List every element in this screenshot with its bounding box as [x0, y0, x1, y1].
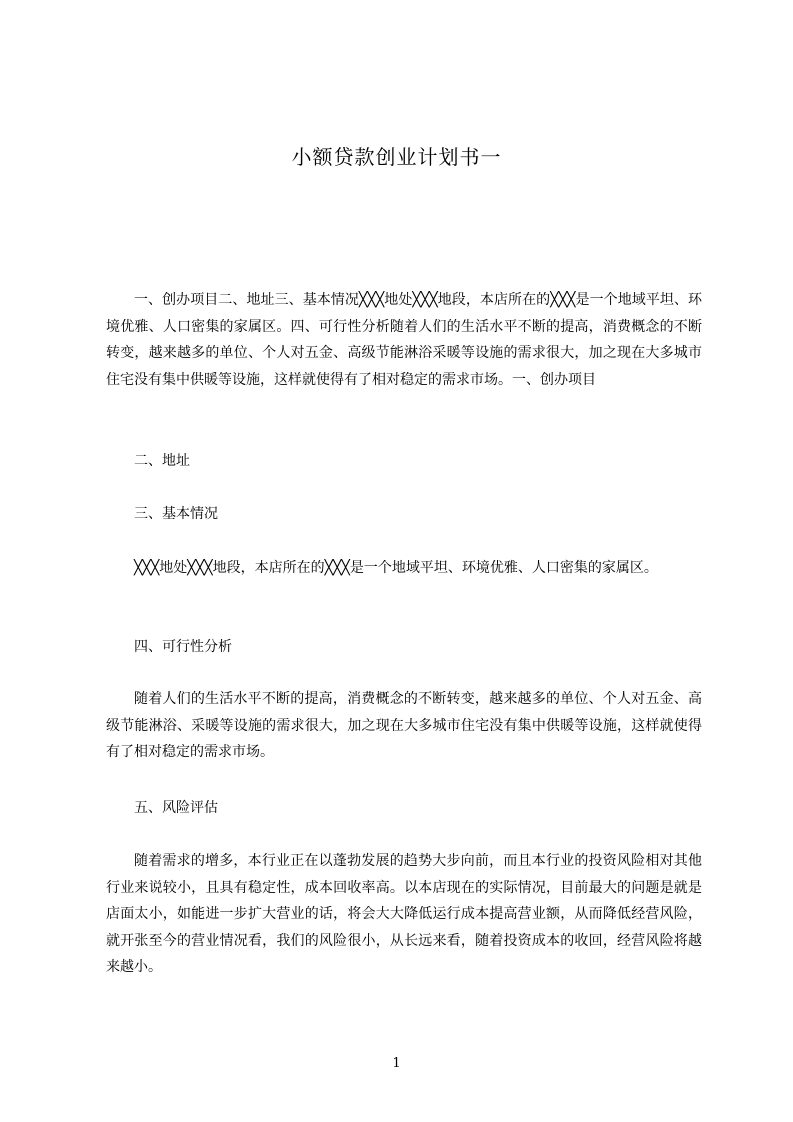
heading-address: 二、地址 [134, 453, 190, 469]
paragraph-intro: 一、创办项目二、地址三、基本情况╳╳╳地处╳╳╳地段，本店所在的╳╳╳是一个地域平坦、环境优雅、人口密集的家属区。四、可行性分析随着人们的生活水平不断的提高，消费概念的不断转变，越来越多的单位、个人对五金、高级节能淋浴采暖等设施的需求很大，加之现在大多城市住宅没有集中供暖等设施，这样就使得有了相对稳定的需求市场。一、创办项目 [106, 292, 702, 388]
page-number: 1 [392, 1056, 401, 1071]
paragraph-basic-info: ╳╳╳地处╳╳╳地段，本店所在的╳╳╳是一个地域平坦、环境优雅、人口密集的家属区。 [134, 560, 658, 576]
heading-risk: 五、风险评估 [134, 800, 218, 816]
paragraph-feasibility: 随着人们的生活水平不断的提高，消费概念的不断转变，越来越多的单位、个人对五金、高级节能淋浴、采暖等设施的需求很大，加之现在大多城市住宅没有集中供暖等设施，这样就使得有了相对稳定的需求市场。 [106, 691, 702, 760]
heading-basic-info: 三、基本情况 [134, 506, 218, 522]
document-title: 小额贷款创业计划书一 [291, 145, 502, 169]
heading-feasibility: 四、可行性分析 [134, 639, 232, 655]
paragraph-risk: 随着需求的增多，本行业正在以蓬勃发展的趋势大步向前，而且本行业的投资风险相对其他行业来说较小，且具有稳定性，成本回收率高。以本店现在的实际情况，目前最大的问题是就是店面太小，如能进一步扩大营业的话，将会大大降低运行成本提高营业额，从而降低经营风险，就开张至今的营业情况看，我们的风险很小，从长远来看，随着投资成本的收回，经营风险将越来越小。 [106, 853, 702, 975]
